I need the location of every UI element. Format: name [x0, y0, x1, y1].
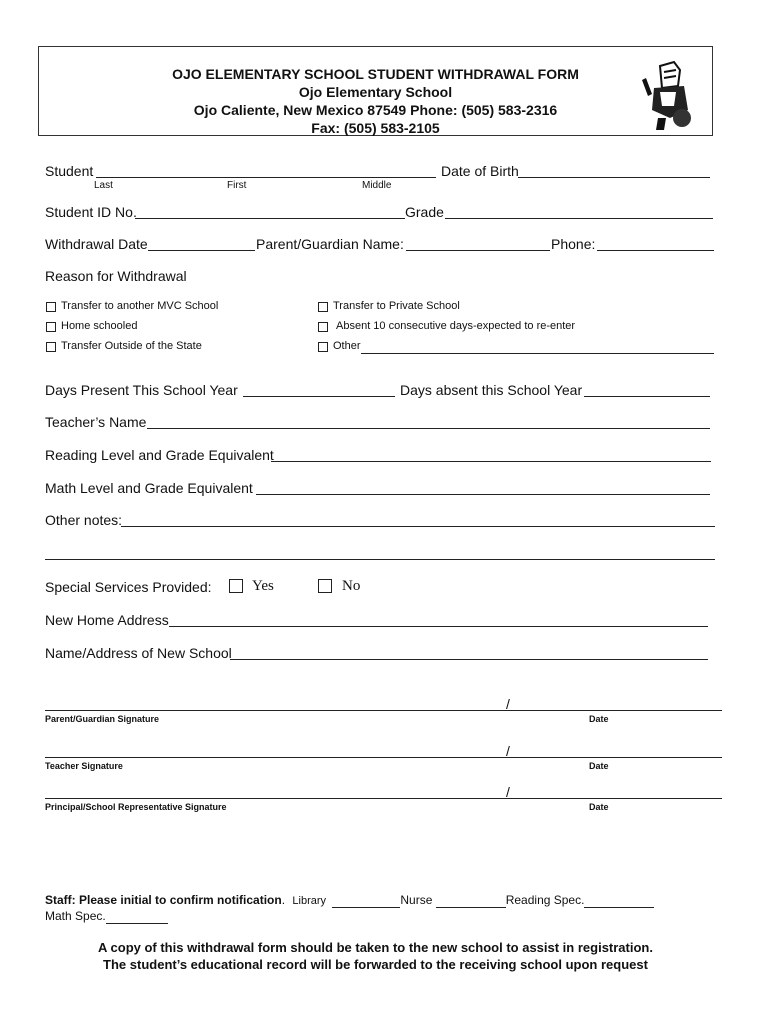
principal-signature-caption: Principal/School Representative Signature	[45, 802, 227, 812]
principal-signature-line[interactable]	[45, 798, 722, 799]
reading-spec-initial-field[interactable]	[584, 893, 654, 908]
reason-label: Reason for Withdrawal	[45, 268, 187, 284]
reading-spec-label: Reading Spec.	[505, 893, 585, 907]
reason-checkbox-outside-state[interactable]	[46, 342, 56, 352]
math-spec-row	[45, 909, 168, 924]
reason-option-other: Other	[333, 340, 361, 352]
phone-label: Phone:	[551, 236, 596, 252]
other-notes-field[interactable]	[121, 526, 715, 527]
teacher-signature-caption: Teacher Signature	[45, 761, 123, 771]
days-present-field[interactable]	[243, 396, 395, 397]
library-label: Library	[292, 895, 327, 907]
teacher-date-caption: Date	[589, 761, 609, 771]
guardian-name-field[interactable]	[406, 250, 550, 251]
reason-checkbox-homeschool[interactable]	[46, 322, 56, 332]
last-name-caption: Last	[94, 180, 113, 191]
reason-checkbox-private[interactable]	[318, 302, 328, 312]
guardian-name-label: Parent/Guardian Name:	[256, 236, 404, 252]
reason-option-outside-state: Transfer Outside of the State	[61, 340, 202, 352]
reason-option-homeschool: Home schooled	[61, 320, 138, 332]
reading-level-field[interactable]	[271, 461, 711, 462]
special-services-no-label: No	[342, 578, 361, 594]
student-name-field[interactable]	[96, 177, 436, 178]
parent-date-caption: Date	[589, 714, 609, 724]
reason-checkbox-mvc[interactable]	[46, 302, 56, 312]
staff-initials-period: .	[281, 893, 286, 907]
staff-initials-intro: Staff: Please initial to confirm notification	[45, 893, 282, 907]
first-name-caption: First	[227, 180, 247, 191]
principal-signature-slash: /	[506, 784, 510, 800]
middle-name-caption: Middle	[362, 180, 392, 191]
math-spec-label: Math Spec.	[45, 909, 106, 923]
parent-signature-slash: /	[506, 696, 510, 712]
special-services-yes-label: Yes	[252, 578, 274, 594]
form-title: OJO ELEMENTARY SCHOOL STUDENT WITHDRAWAL FORM	[172, 66, 579, 82]
other-notes-field-line-2[interactable]	[45, 559, 715, 560]
reason-option-mvc: Transfer to another MVC School	[61, 300, 219, 312]
other-notes-label: Other notes:	[45, 512, 123, 528]
new-home-address-field[interactable]	[169, 626, 708, 627]
principal-date-caption: Date	[589, 802, 609, 812]
school-fax: Fax: (505) 583-2105	[311, 120, 440, 136]
grade-field[interactable]	[445, 218, 713, 219]
nurse-initial-field[interactable]	[436, 893, 506, 908]
reason-option-private: Transfer to Private School	[333, 300, 460, 312]
staff-initials-row	[45, 893, 654, 908]
school-address-phone: Ojo Caliente, New Mexico 87549 Phone: (505) 583-2316	[193, 102, 558, 118]
new-school-label: Name/Address of New School	[45, 645, 232, 661]
days-absent-field[interactable]	[584, 396, 710, 397]
footer-line-2: The student’s educational record will be forwarded to the receiving school upon request	[103, 957, 648, 972]
math-level-field[interactable]	[256, 494, 710, 495]
reason-other-field[interactable]	[361, 353, 714, 354]
dob-label: Date of Birth	[441, 163, 519, 179]
reading-level-label: Reading Level and Grade Equivalent	[45, 447, 274, 463]
special-services-label: Special Services Provided:	[45, 579, 212, 595]
reason-checkbox-absent[interactable]	[318, 322, 328, 332]
math-spec-initial-field[interactable]	[106, 909, 168, 924]
teacher-signature-slash: /	[506, 743, 510, 759]
teacher-name-label: Teacher’s Name	[45, 414, 147, 430]
student-id-label: Student ID No.	[45, 204, 137, 220]
new-home-address-label: New Home Address	[45, 612, 169, 628]
reason-option-absent: Absent 10 consecutive days-expected to re-enter	[336, 320, 576, 332]
withdrawal-date-field[interactable]	[148, 250, 255, 251]
student-id-field[interactable]	[135, 218, 405, 219]
teacher-signature-line[interactable]	[45, 757, 722, 758]
footer-line-1: A copy of this withdrawal form should be taken to the new school to assist in registration.	[98, 940, 653, 955]
days-absent-label: Days absent this School Year	[400, 382, 583, 398]
parent-signature-line[interactable]	[45, 710, 722, 711]
reason-checkbox-other[interactable]	[318, 342, 328, 352]
library-initial-field[interactable]	[332, 893, 400, 908]
parent-signature-caption: Parent/Guardian Signature	[45, 714, 160, 724]
withdrawal-date-label: Withdrawal Date	[45, 236, 148, 252]
nurse-label: Nurse	[400, 893, 433, 907]
special-services-yes-checkbox[interactable]	[229, 579, 243, 593]
new-school-field[interactable]	[230, 659, 708, 660]
grade-label: Grade	[405, 204, 444, 220]
special-services-no-checkbox[interactable]	[318, 579, 332, 593]
school-name: Ojo Elementary School	[298, 84, 453, 100]
student-label: Student	[45, 163, 94, 179]
math-level-label: Math Level and Grade Equivalent	[45, 480, 253, 496]
knight-mascot-icon	[640, 60, 698, 132]
phone-field[interactable]	[597, 250, 714, 251]
teacher-name-field[interactable]	[147, 428, 710, 429]
dob-field[interactable]	[518, 177, 710, 178]
days-present-label: Days Present This School Year	[45, 382, 238, 398]
